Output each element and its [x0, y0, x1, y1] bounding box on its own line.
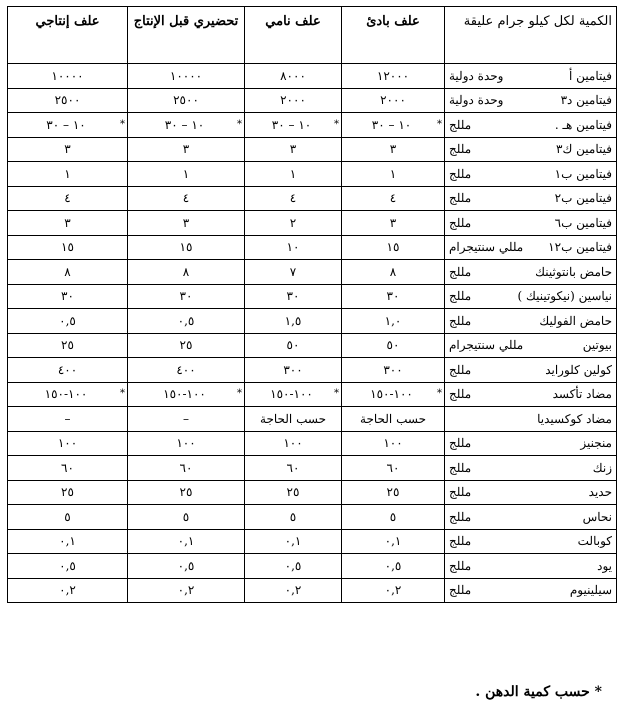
value-text: ٣ [389, 215, 397, 230]
header-grower-feed: علف نامي [245, 7, 342, 64]
value-text: ١ [64, 166, 71, 181]
value-cell [245, 64, 342, 89]
nutrient-name: سيلينيوم [569, 583, 612, 598]
value-text: ٨ [64, 264, 71, 279]
value-cell [342, 578, 445, 603]
table-row [8, 456, 617, 481]
value-text: ٦٠ [61, 460, 74, 475]
value-text: ٢٥ [61, 485, 74, 500]
nutrient-cell [445, 505, 617, 530]
value-text: ٢٥ [179, 338, 193, 353]
value-cell [342, 505, 445, 530]
value-cell [342, 309, 445, 334]
value-cell [342, 235, 445, 260]
nutrient-name: فيتامين ك٣ [556, 142, 612, 157]
asterisk-marker: * [237, 118, 242, 130]
table-row [8, 260, 617, 285]
value-text: حسب الحاجة [360, 411, 426, 426]
table-row [8, 529, 617, 554]
value-text: ١ [389, 166, 397, 181]
value-cell [128, 260, 245, 285]
value-cell [245, 260, 342, 285]
nutrient-name: يود [597, 558, 612, 573]
value-cell [8, 186, 128, 211]
nutrient-name: مضاد تأكسد [552, 387, 612, 402]
value-cell [342, 529, 445, 554]
value-text: ١٥ [61, 240, 74, 255]
asterisk-marker: * [334, 118, 339, 130]
value-cell [128, 456, 245, 481]
nutrient-name: فيتامين ب١٢ [548, 240, 612, 255]
table-row [8, 162, 617, 187]
footnote: * حسب كمية الدهن . [475, 684, 602, 700]
nutrient-unit: مللج [449, 362, 472, 377]
value-text: ٠,٢ [59, 583, 76, 598]
nutrient-name: حامض بانتوثينك [535, 264, 612, 279]
nutrient-name: كوبالت [577, 534, 612, 549]
nutrient-name: كولين كلورايد [545, 362, 612, 377]
value-cell [128, 333, 245, 358]
value-text: ٢٥ [179, 485, 193, 500]
value-cell [128, 235, 245, 260]
value-text: ١ [289, 166, 297, 181]
value-text: ٠,٢ [284, 583, 302, 598]
value-cell [8, 64, 128, 89]
value-text: ١,٠ [384, 313, 402, 328]
value-text: ٠,١ [284, 534, 302, 549]
value-cell [128, 186, 245, 211]
nutrient-cell [445, 137, 617, 162]
value-text: ٤٠٠ [57, 362, 78, 377]
value-cell [245, 235, 342, 260]
nutrient-name: فيتامين أ [569, 68, 612, 83]
value-cell [342, 554, 445, 579]
value-cell [128, 211, 245, 236]
nutrient-name: فيتامين ب١ [554, 166, 612, 181]
value-text: ٥ [289, 509, 297, 524]
value-cell [342, 480, 445, 505]
value-cell [128, 88, 245, 113]
nutrient-unit: مللج [449, 583, 472, 598]
value-text: ٣٠ [286, 289, 300, 304]
nutrient-cell [445, 480, 617, 505]
value-cell [245, 211, 342, 236]
table-row [8, 186, 617, 211]
value-text: ١٠ – ٣٠ [164, 117, 205, 132]
value-cell [128, 554, 245, 579]
value-text: ٣ [64, 215, 71, 230]
table-row [8, 309, 617, 334]
value-cell [342, 88, 445, 113]
value-cell [8, 554, 128, 579]
value-text: ٣ [64, 142, 71, 157]
value-cell [245, 309, 342, 334]
value-cell [8, 456, 128, 481]
nutrient-cell [445, 162, 617, 187]
value-cell [8, 505, 128, 530]
value-cell [342, 382, 445, 407]
value-cell [245, 554, 342, 579]
value-cell [342, 186, 445, 211]
table-row [8, 578, 617, 603]
nutrient-cell [445, 235, 617, 260]
value-cell [245, 88, 342, 113]
value-cell [128, 113, 245, 138]
nutrient-cell [445, 186, 617, 211]
value-cell [8, 382, 128, 407]
nutrient-cell [445, 64, 617, 89]
nutrient-cell [445, 333, 617, 358]
value-text: حسب الحاجة [260, 411, 326, 426]
value-text: ٨٠٠٠ [280, 68, 306, 83]
nutrient-name: حامض الفوليك [539, 313, 612, 328]
table-row [8, 505, 617, 530]
nutrient-unit: مللي سنتيجرام [449, 240, 524, 255]
value-cell [8, 358, 128, 383]
value-cell [342, 162, 445, 187]
table-body [8, 64, 617, 603]
value-cell [8, 480, 128, 505]
value-cell [8, 88, 128, 113]
nutrient-cell [445, 456, 617, 481]
value-cell [128, 578, 245, 603]
value-cell [128, 431, 245, 456]
nutrient-unit: مللج [449, 166, 472, 181]
table-header-row [8, 7, 617, 64]
value-text: ٢٥ [61, 338, 74, 353]
value-text: ٠,٥ [384, 558, 402, 573]
value-text: ٤ [64, 191, 71, 206]
asterisk-marker: * [237, 388, 242, 400]
value-text: ١٢٠٠٠ [376, 68, 410, 83]
value-cell [245, 382, 342, 407]
value-cell [342, 407, 445, 432]
value-text: ٣٠ [61, 289, 74, 304]
value-cell [128, 64, 245, 89]
value-cell [128, 529, 245, 554]
vitamin-mineral-table [7, 6, 617, 603]
nutrient-name: حديد [588, 485, 612, 500]
value-text: ١٠٠ [176, 436, 196, 451]
value-cell [245, 505, 342, 530]
nutrient-name: بيوتين [582, 338, 612, 353]
value-cell [8, 113, 128, 138]
value-text: ١٥ [179, 240, 193, 255]
nutrient-unit: مللج [449, 289, 472, 304]
asterisk-marker: * [334, 388, 339, 400]
value-cell [128, 162, 245, 187]
nutrient-cell [445, 358, 617, 383]
value-text: ١٠٠-١٥٠ [370, 387, 413, 402]
value-cell [8, 529, 128, 554]
nutrient-cell [445, 431, 617, 456]
value-text: ٧ [289, 264, 297, 279]
nutrient-unit: وحدة دولية [449, 68, 504, 83]
value-text: ٣ [289, 142, 297, 157]
value-cell [342, 284, 445, 309]
value-cell [8, 578, 128, 603]
table-row [8, 358, 617, 383]
header-pre-production-feed: تحضيري قبل الإنتاج [128, 7, 245, 64]
nutrient-unit: مللج [449, 485, 472, 500]
nutrient-unit: مللج [449, 313, 472, 328]
value-cell [342, 211, 445, 236]
table-row [8, 431, 617, 456]
value-text: ٥٠ [286, 338, 300, 353]
value-cell [8, 260, 128, 285]
value-cell [128, 309, 245, 334]
value-text: ٤ [289, 191, 297, 206]
nutrient-unit: مللج [449, 264, 472, 279]
value-text: ٣٠٠ [383, 362, 403, 377]
value-text: ١٠ – ٣٠ [371, 117, 412, 132]
value-cell [245, 431, 342, 456]
table-row [8, 407, 617, 432]
table-row [8, 333, 617, 358]
value-cell [8, 235, 128, 260]
nutrient-unit: مللج [449, 142, 472, 157]
value-cell [342, 137, 445, 162]
nutrient-cell [445, 407, 617, 432]
nutrient-unit: مللج [449, 387, 472, 402]
value-text: ٣٠ [386, 289, 400, 304]
value-cell [8, 137, 128, 162]
nutrient-name: فيتامين د٣ [560, 93, 612, 108]
value-cell [128, 382, 245, 407]
value-text: ٣ [389, 142, 397, 157]
value-cell [128, 137, 245, 162]
value-text: ٦٠ [179, 460, 193, 475]
nutrient-cell [445, 529, 617, 554]
value-text: ١٠٠٠٠ [169, 68, 203, 83]
value-cell [245, 162, 342, 187]
value-cell [342, 260, 445, 285]
table-row [8, 480, 617, 505]
value-cell [8, 407, 128, 432]
table-row [8, 382, 617, 407]
value-text: ٥ [182, 509, 190, 524]
value-text: ٢٥ [286, 485, 300, 500]
nutrient-unit: مللي سنتيجرام [449, 338, 524, 353]
nutrient-cell [445, 284, 617, 309]
value-text: ٠,١ [177, 534, 195, 549]
nutrient-name: نياسين (نيكوتينيك ) [517, 289, 612, 304]
value-text: ٣٠٠ [283, 362, 303, 377]
value-text: ١٠ [286, 240, 300, 255]
value-text: ٦٠ [286, 460, 300, 475]
value-text: ٠,٥ [177, 313, 195, 328]
table-row [8, 235, 617, 260]
value-cell [245, 358, 342, 383]
value-text: ٠,٥ [284, 558, 302, 573]
table-row [8, 64, 617, 89]
asterisk-marker: * [437, 388, 442, 400]
nutrient-unit: مللج [449, 215, 472, 230]
nutrient-unit: مللج [449, 460, 472, 475]
value-cell [128, 284, 245, 309]
value-text: ٠,١ [384, 534, 402, 549]
nutrient-name: مضاد كوكسيديا [537, 411, 612, 426]
value-text: ١ [182, 166, 190, 181]
value-cell [245, 529, 342, 554]
nutrient-unit: مللج [449, 509, 472, 524]
nutrient-unit: مللج [449, 436, 472, 451]
nutrient-name: فيتامين هـ . [554, 117, 612, 132]
nutrient-cell [445, 578, 617, 603]
nutrient-unit: مللج [449, 117, 472, 132]
asterisk-marker: * [120, 118, 125, 130]
value-text: ١٠ – ٣٠ [46, 117, 86, 132]
value-text: ٢٥٠٠ [173, 93, 199, 108]
value-cell [342, 358, 445, 383]
value-text: ٢٥ [386, 485, 400, 500]
table-row [8, 113, 617, 138]
value-cell [8, 211, 128, 236]
value-cell [128, 480, 245, 505]
value-cell [342, 333, 445, 358]
header-production-feed: علف إنتاجي [8, 7, 128, 64]
value-cell [245, 137, 342, 162]
value-text: ١,٥ [284, 313, 302, 328]
header-quantity-per-kg: الكمية لكل كيلو جرام عليقة [445, 7, 617, 64]
header-starter-feed: علف بادئ [342, 7, 445, 64]
value-text: ٠,٥ [59, 313, 76, 328]
nutrient-cell [445, 260, 617, 285]
value-text: ٤٠٠ [176, 362, 196, 377]
value-text: ٥ [64, 509, 71, 524]
value-text: ١٠ – ٣٠ [271, 117, 312, 132]
value-text: ٨ [182, 264, 190, 279]
nutrient-unit: وحدة دولية [449, 93, 504, 108]
value-cell [245, 113, 342, 138]
table-row [8, 211, 617, 236]
nutrient-unit: مللج [449, 558, 472, 573]
value-cell [245, 186, 342, 211]
nutrient-name: نحاس [582, 509, 612, 524]
value-text: ١٠٠٠٠ [51, 68, 84, 83]
value-cell [128, 505, 245, 530]
value-cell [245, 578, 342, 603]
table-row [8, 88, 617, 113]
value-text: ٠,٥ [59, 558, 76, 573]
value-text: ٠,١ [59, 534, 76, 549]
value-text: ١٠٠ [57, 436, 78, 451]
nutrient-cell [445, 309, 617, 334]
value-cell [245, 456, 342, 481]
value-cell [245, 480, 342, 505]
value-cell [342, 456, 445, 481]
value-cell [128, 358, 245, 383]
value-text: ٥٠ [386, 338, 400, 353]
table-row [8, 137, 617, 162]
nutrient-cell [445, 211, 617, 236]
nutrient-cell [445, 88, 617, 113]
value-text: ١٠٠-١٥٠ [44, 387, 88, 402]
value-cell [342, 64, 445, 89]
value-text: ٨ [389, 264, 397, 279]
value-text: ١٥ [386, 240, 400, 255]
value-cell [342, 431, 445, 456]
value-text: ٠,٥ [177, 558, 195, 573]
table-row [8, 554, 617, 579]
value-text: ٦٠ [386, 460, 400, 475]
nutrient-cell [445, 113, 617, 138]
value-cell [245, 407, 342, 432]
table-row [8, 284, 617, 309]
value-text: ٠,٢ [177, 583, 195, 598]
nutrient-unit: مللج [449, 191, 472, 206]
value-text: ١٠٠-١٥٠ [270, 387, 313, 402]
value-cell [8, 431, 128, 456]
value-text: ٢٠٠٠ [280, 93, 306, 108]
asterisk-marker: * [120, 388, 125, 400]
value-cell [8, 162, 128, 187]
value-cell [8, 333, 128, 358]
value-text: ٣٠ [179, 289, 193, 304]
value-text: ٣ [182, 215, 190, 230]
value-text: ١٠٠-١٥٠ [163, 387, 206, 402]
value-cell [342, 113, 445, 138]
value-text: ٢٠٠٠ [380, 93, 406, 108]
value-text: ١٠٠ [283, 436, 303, 451]
nutrient-unit: مللج [449, 534, 472, 549]
value-text: ٣ [182, 142, 190, 157]
value-text: ٤ [182, 191, 190, 206]
value-cell [8, 309, 128, 334]
nutrient-name: فيتامين ب٢ [554, 191, 612, 206]
value-text: – [64, 411, 71, 426]
value-cell [245, 333, 342, 358]
value-text: ٤ [389, 191, 397, 206]
value-text: ١٠٠ [383, 436, 403, 451]
value-text: ٢ [289, 215, 297, 230]
value-text: ٢٥٠٠ [54, 93, 81, 108]
nutrient-name: زنك [592, 460, 612, 475]
value-text: ٥ [389, 509, 397, 524]
value-text: – [183, 411, 189, 426]
value-cell [245, 284, 342, 309]
nutrient-name: فيتامين ب٦ [554, 215, 612, 230]
value-cell [128, 407, 245, 432]
asterisk-marker: * [437, 118, 442, 130]
nutrient-name: منجنيز [580, 436, 612, 451]
value-cell [8, 284, 128, 309]
nutrient-cell [445, 382, 617, 407]
value-text: ٠,٢ [384, 583, 402, 598]
nutrient-cell [445, 554, 617, 579]
